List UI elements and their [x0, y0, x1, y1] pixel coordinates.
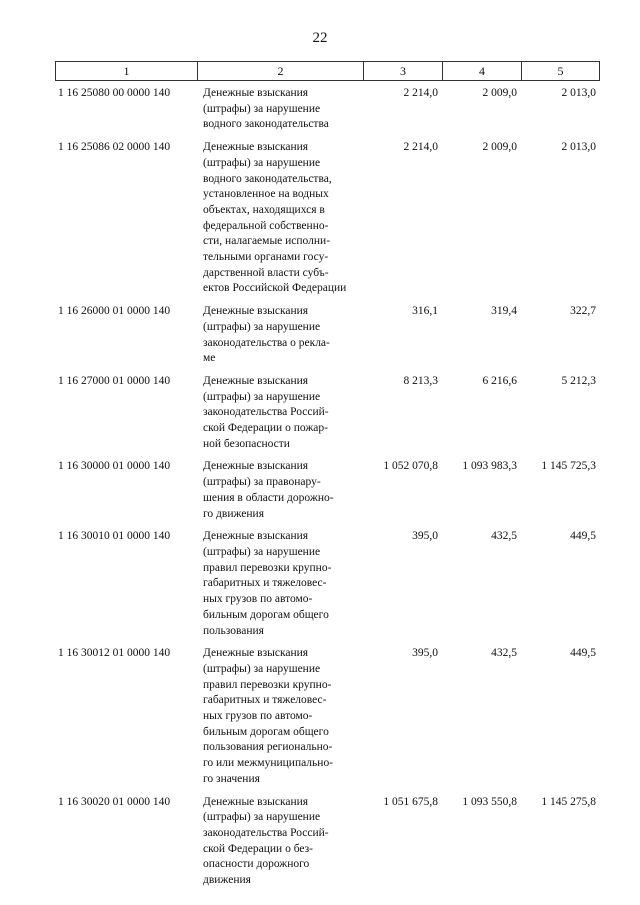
amount-year-2-cell: 1 093 550,8 [462, 795, 517, 808]
revenue-name-line: Денежные взыскания [203, 141, 309, 154]
amount-year-1-cell: 395,0 [412, 647, 438, 660]
revenue-name-line: габаритных и тяжеловес- [203, 694, 327, 707]
amount-year-3-cell: 5 212,3 [561, 374, 596, 387]
revenue-name-line: го значения [203, 772, 260, 785]
revenue-name-line: шения в области дорожно- [203, 491, 334, 504]
amount-year-3-cell: 322,7 [570, 305, 596, 318]
revenue-name-line: ектов Российской Федерации [203, 282, 347, 295]
table-row [55, 795, 600, 889]
amount-year-1-cell: 395,0 [412, 530, 438, 543]
column-header-1: 1 [55, 62, 197, 80]
revenue-name-cell [197, 646, 363, 787]
amount-year-1-cell: 2 214,0 [403, 141, 438, 154]
budget-code-cell: 1 16 30000 01 0000 140 [58, 460, 171, 473]
amount-year-3-cell: 1 145 275,8 [541, 795, 596, 808]
revenue-name-line: Денежные взыскания [203, 305, 309, 318]
amount-year-2-cell: 432,5 [491, 647, 517, 660]
revenue-name-line: бильным дорогам общего [203, 608, 329, 621]
revenue-name-cell [197, 374, 363, 453]
revenue-name-line: (штрафы) за нарушение [203, 156, 321, 169]
revenue-name-cell [197, 140, 363, 297]
revenue-name-line: Денежные взыскания [203, 647, 309, 660]
revenue-name-line: ме [203, 352, 216, 365]
revenue-name-line: (штрафы) за нарушение [203, 102, 321, 115]
revenue-name-line: (штрафы) за нарушение [203, 811, 321, 824]
table-row [55, 86, 600, 133]
revenue-name-line: правил перевозки крупно- [203, 561, 332, 574]
table-row [55, 459, 600, 522]
page-number: 22 [312, 30, 328, 46]
revenue-name-line: (штрафы) за правонару- [203, 476, 321, 489]
revenue-name-line: правил перевозки крупно- [203, 678, 332, 691]
amount-year-2-cell: 1 093 983,3 [462, 460, 517, 473]
revenue-name-line: Денежные взыскания [203, 87, 309, 99]
revenue-name-line: Денежные взыскания [203, 374, 309, 387]
revenue-name-line: сти, налагаемые исполни- [203, 235, 331, 248]
column-header-4: 4 [442, 62, 521, 80]
table-row [55, 529, 600, 639]
revenue-name-line: движения [203, 874, 251, 887]
budget-code-cell: 1 16 30012 01 0000 140 [58, 647, 171, 660]
amount-year-1-cell: 2 214,0 [403, 87, 438, 99]
revenue-name-line: водного законодательства, [203, 172, 332, 185]
amount-year-3-cell: 1 145 725,3 [541, 460, 596, 473]
revenue-name-line: законодательства о рекла- [203, 336, 330, 349]
column-header-5: 5 [521, 62, 600, 80]
revenue-name-line: (штрафы) за нарушение [203, 662, 321, 675]
amount-year-2-cell: 2 009,0 [482, 141, 517, 154]
amount-year-3-cell: 449,5 [570, 530, 596, 543]
revenue-name-line: ной безопасности [203, 437, 290, 450]
revenue-name-line: (штрафы) за нарушение [203, 390, 321, 403]
column-header-3: 3 [363, 62, 442, 80]
revenue-name-line: пользования [203, 624, 264, 637]
table-body [55, 86, 600, 889]
budget-code-cell: 1 16 30010 01 0000 140 [58, 530, 171, 543]
revenue-name-line: габаритных и тяжеловес- [203, 577, 327, 590]
table-header-row [55, 61, 600, 81]
revenue-name-line: ской Федерации о без- [203, 842, 314, 855]
amount-year-3-cell: 2 013,0 [561, 87, 596, 99]
budget-code-cell: 1 16 26000 01 0000 140 [58, 305, 171, 318]
revenue-name-line: Денежные взыскания [203, 530, 309, 543]
amount-year-2-cell: 432,5 [491, 530, 517, 543]
revenue-name-line: (штрафы) за нарушение [203, 545, 321, 558]
revenue-name-line: Денежные взыскания [203, 795, 309, 808]
revenue-name-line: го или межмуниципально- [203, 757, 334, 770]
budget-code-cell: 1 16 30020 01 0000 140 [58, 795, 171, 808]
table-row [55, 140, 600, 297]
amount-year-1-cell: 1 051 675,8 [383, 795, 438, 808]
revenue-name-line: (штрафы) за нарушение [203, 320, 321, 333]
revenue-name-cell [197, 86, 363, 133]
revenue-name-line: пользования регионально- [203, 741, 333, 754]
revenue-name-line: го движения [203, 507, 264, 520]
budget-code-cell: 1 16 25080 00 0000 140 [58, 87, 171, 99]
amount-year-2-cell: 6 216,6 [482, 374, 517, 387]
revenue-name-line: ской Федерации о пожар- [203, 422, 328, 435]
revenue-name-line: ных грузов по автомо- [203, 710, 313, 723]
revenue-name-line: установленное на водных [203, 188, 329, 201]
revenue-name-line: дарственной власти субъ- [203, 266, 329, 279]
revenue-name-line: законодательства Россий- [203, 406, 329, 419]
amount-year-2-cell: 319,4 [491, 305, 517, 318]
amount-year-1-cell: 1 052 070,8 [383, 460, 438, 473]
revenue-name-line: водного законодательства [203, 118, 329, 131]
amount-year-1-cell: 8 213,3 [403, 374, 438, 387]
column-header-2: 2 [197, 62, 363, 80]
budget-code-cell: 1 16 25086 02 0000 140 [58, 141, 171, 154]
revenue-name-cell [197, 529, 363, 639]
revenue-name-line: бильным дорогам общего [203, 725, 329, 738]
amount-year-3-cell: 449,5 [570, 647, 596, 660]
revenue-name-line: опасности дорожного [203, 858, 310, 871]
revenue-name-line: Денежные взыскания [203, 460, 309, 473]
revenue-name-cell [197, 304, 363, 367]
revenue-name-line: тельными органами госу- [203, 251, 329, 264]
table-row [55, 646, 600, 787]
revenue-name-line: объектах, находящихся в [203, 203, 325, 216]
table-row [55, 304, 600, 367]
amount-year-2-cell: 2 009,0 [482, 87, 517, 99]
table-row [55, 374, 600, 453]
revenue-name-line: федеральной собственно- [203, 219, 329, 232]
revenue-name-line: ных грузов по автомо- [203, 593, 313, 606]
amount-year-3-cell: 2 013,0 [561, 141, 596, 154]
revenue-name-cell [197, 795, 363, 889]
amount-year-1-cell: 316,1 [412, 305, 438, 318]
revenue-name-cell [197, 459, 363, 522]
revenue-name-line: законодательства Россий- [203, 826, 329, 839]
budget-code-cell: 1 16 27000 01 0000 140 [58, 374, 171, 387]
